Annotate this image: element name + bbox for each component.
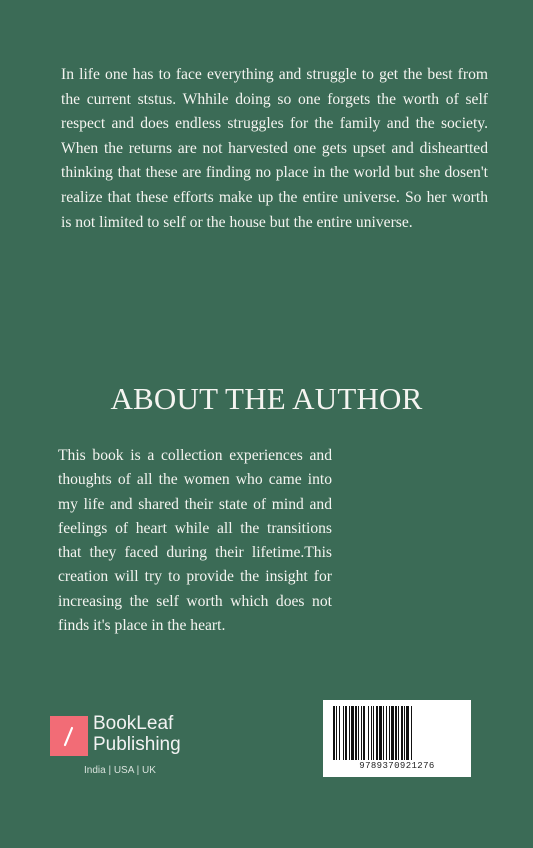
about-the-author-heading: ABOUT THE AUTHOR xyxy=(110,381,423,416)
about-author-text: This book is a collection experiences and thoughts of all the women who came into my life and shared their state of mind and feelings of heart while all the transitions that they faced during their lifetime.This creation will try to provide the insight for increasing the self worth which does not finds it's place in the heart. xyxy=(58,447,332,635)
publisher-name xyxy=(93,713,181,755)
isbn-number: 9789370921276 xyxy=(359,761,435,771)
isbn-barcode xyxy=(323,700,471,777)
publisher-name-line1: BookLeaf xyxy=(93,713,174,734)
back-cover-blurb: In life one has to face everything and struggle to get the best from the current ststus. Whhile doing so one forgets the worth of self respect and does endless struggles for the family and the society. When the returns are not harvested one gets upset and disheartted thinking that these are finding no place in the world but she dosen't realize that these efforts make up the entire universe. So her worth is not limited to self or the house but the entire universe. xyxy=(61,66,488,231)
slash-logo-icon xyxy=(50,716,88,756)
publisher-regions: India | USA | UK xyxy=(84,765,156,776)
barcode-bars xyxy=(333,706,461,760)
publisher-name-line2: Publishing xyxy=(93,734,181,755)
